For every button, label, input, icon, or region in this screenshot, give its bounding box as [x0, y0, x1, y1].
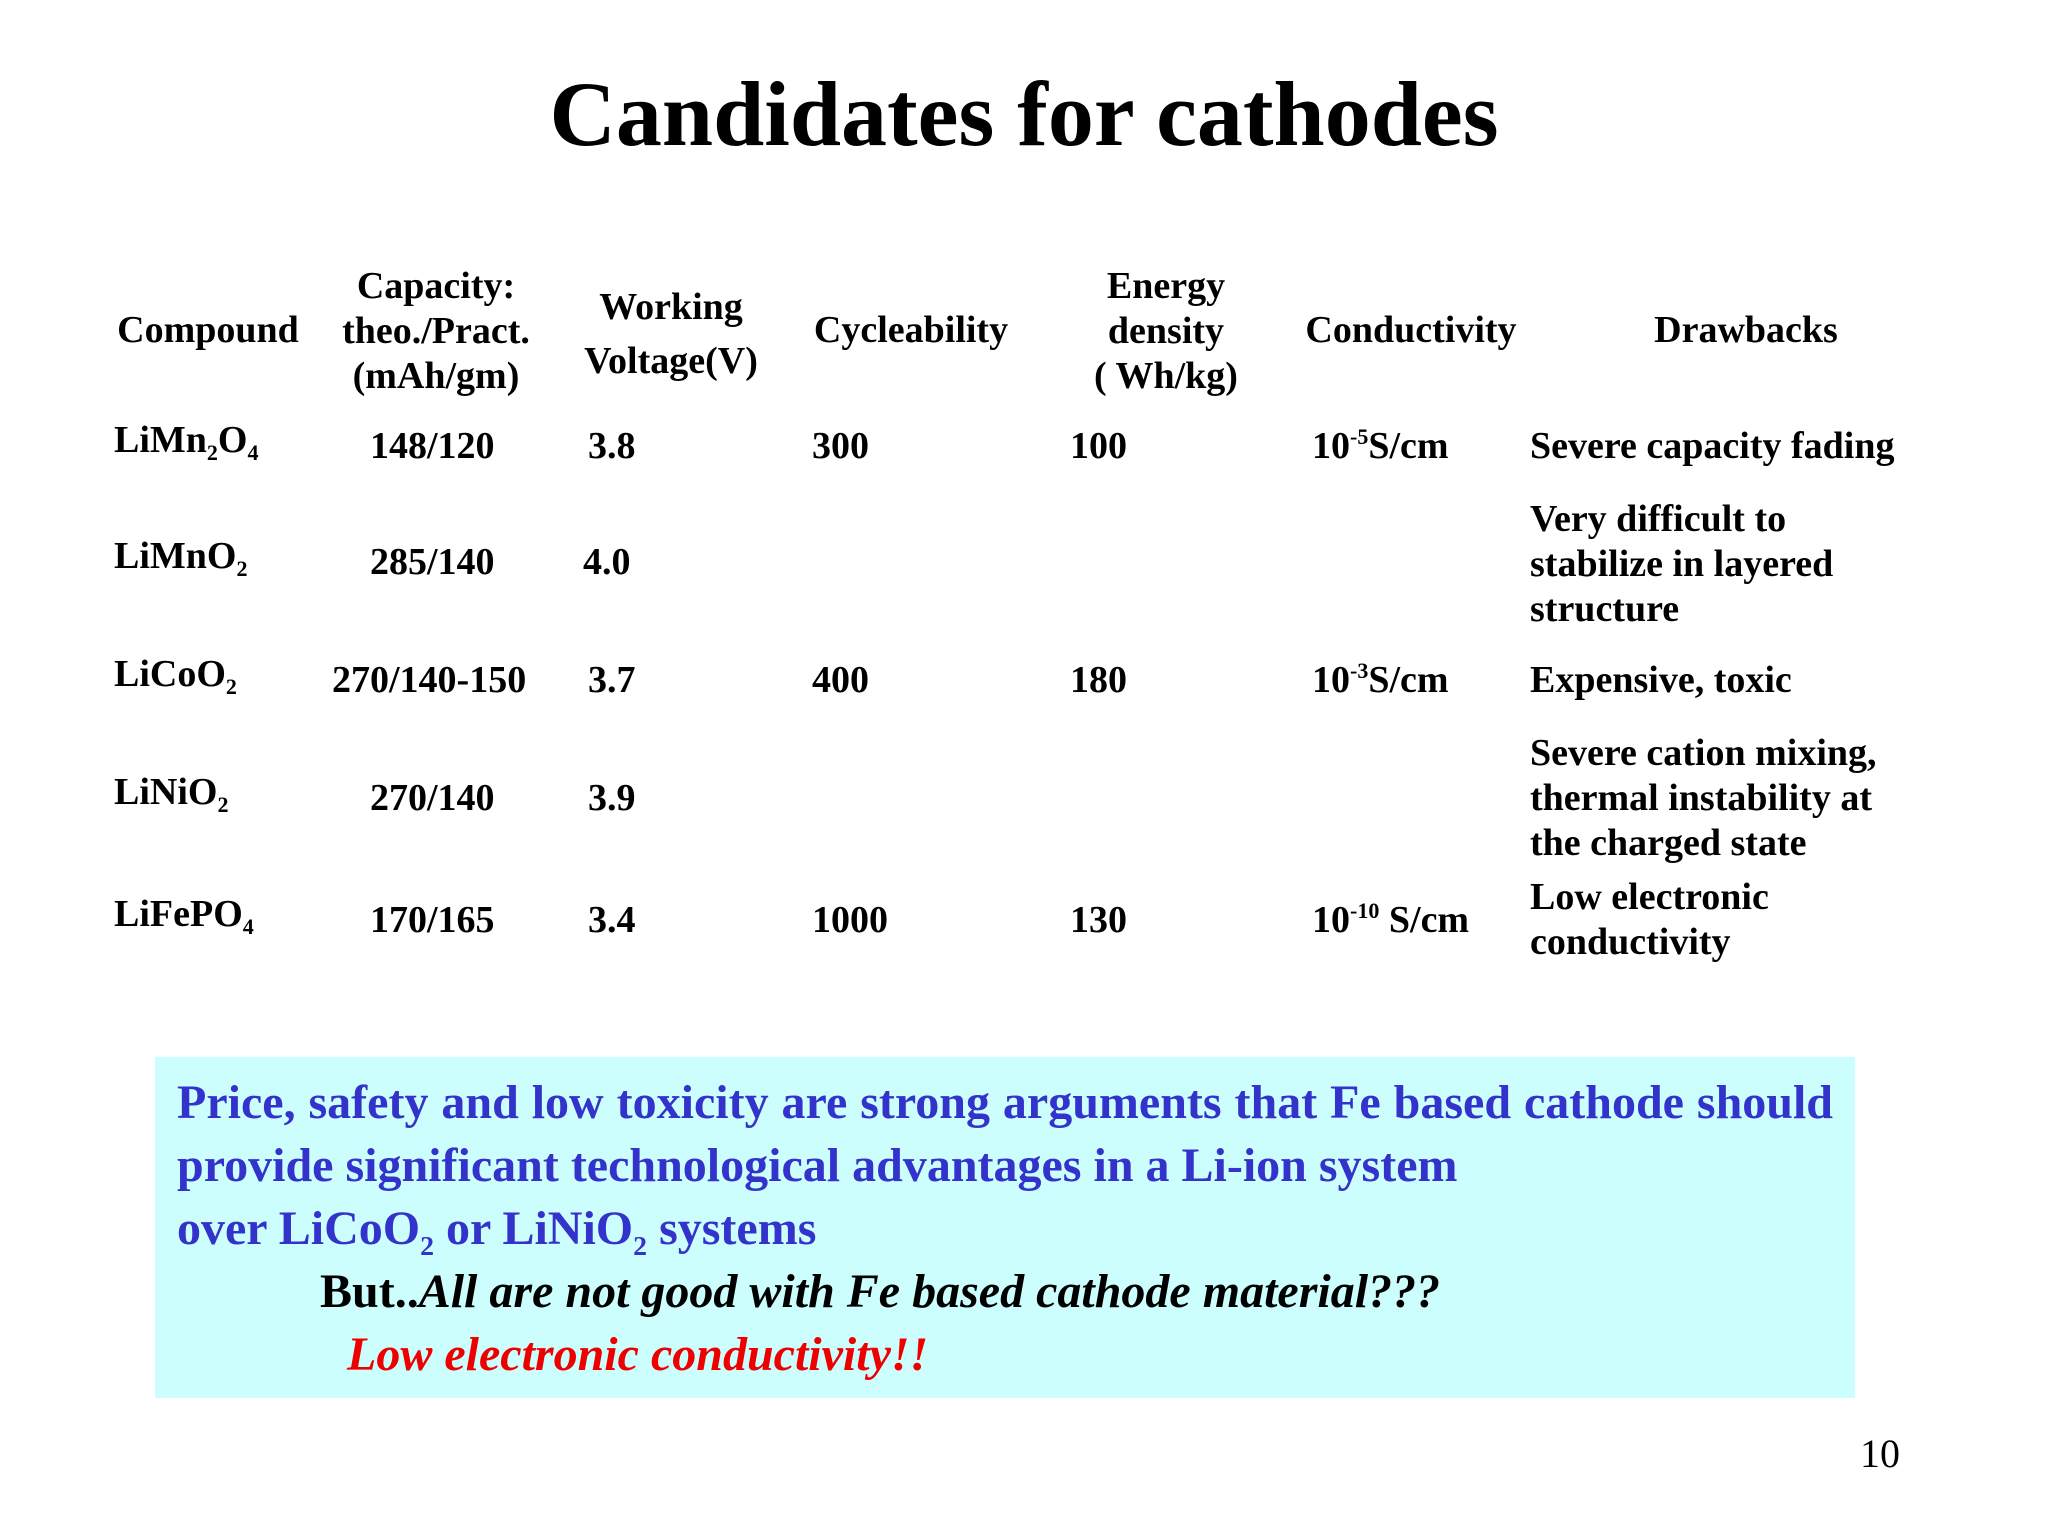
header-voltage: [566, 280, 776, 388]
row-4-drawbacks: [1530, 731, 1877, 866]
header-energy-line: density: [1107, 310, 1225, 352]
callout-question: [320, 1260, 1440, 1323]
row-5-drawbacks: [1530, 875, 1769, 965]
drawbacks-line: stabilize in layered: [1530, 543, 1834, 585]
conductivity-exponent: -5: [1350, 424, 1369, 450]
drawbacks-line: structure: [1530, 588, 1680, 630]
compound-subscript: 2: [217, 792, 229, 818]
header-voltage-line: Working: [599, 286, 743, 328]
row-5-cycleability: 1000: [812, 899, 888, 941]
row-3-energy: 180: [1070, 659, 1127, 701]
row-2-capacity: 285/140: [370, 541, 495, 583]
row-5-compound: [114, 892, 254, 941]
row-3-capacity: 270/140-150: [332, 659, 527, 701]
callout-but-label: But..: [320, 1265, 419, 1318]
conductivity-exponent: -10: [1350, 898, 1380, 924]
conductivity-base: 10: [1312, 425, 1350, 467]
callout-subscript: 2: [420, 1230, 435, 1262]
header-capacity-line: theo./Pract.: [342, 310, 530, 352]
row-2-compound: [114, 534, 247, 583]
drawbacks-line: thermal instability at: [1530, 777, 1872, 819]
compound-text: LiFePO: [114, 893, 243, 935]
row-5-voltage: 3.4: [588, 899, 636, 941]
row-1-compound: [114, 418, 259, 467]
row-1-drawbacks: [1530, 424, 1894, 469]
header-energy-line: ( Wh/kg): [1094, 355, 1238, 397]
callout-subscript: 2: [633, 1230, 648, 1262]
header-energy-line: Energy: [1106, 265, 1226, 307]
row-4-compound: [114, 770, 228, 819]
row-5-capacity: 170/165: [370, 899, 495, 941]
drawbacks-line: Very difficult to: [1530, 498, 1787, 540]
row-1-voltage: 3.8: [588, 425, 636, 467]
drawbacks-line: Low electronic: [1530, 876, 1769, 918]
row-2-drawbacks: [1530, 497, 1833, 632]
compound-subscript: 2: [206, 440, 218, 466]
drawbacks-line: Expensive, toxic: [1530, 659, 1792, 701]
conductivity-exponent: -3: [1350, 658, 1369, 684]
header-capacity-line: Capacity:: [356, 265, 516, 307]
compound-text: LiMnO: [114, 535, 237, 577]
slide-title: Candidates for cathodes: [549, 63, 1499, 165]
compound-text: O: [217, 419, 248, 461]
callout-box: [155, 1057, 1855, 1398]
compound-subscript: 4: [242, 914, 254, 940]
header-capacity-line: (mAh/gm): [352, 355, 520, 397]
row-1-capacity: 148/120: [370, 425, 495, 467]
conductivity-unit: S/cm: [1368, 425, 1449, 467]
drawbacks-line: conductivity: [1530, 921, 1731, 963]
row-1-cycleability: 300: [812, 425, 869, 467]
callout-text: or LiNiO: [434, 1202, 634, 1255]
drawbacks-line: Severe cation mixing,: [1530, 732, 1877, 774]
compound-text: LiMn: [114, 419, 207, 461]
conductivity-unit: S/cm: [1379, 899, 1470, 941]
conductivity-unit: S/cm: [1368, 659, 1449, 701]
row-3-conductivity: [1312, 658, 1449, 707]
compound-subscript: 2: [225, 674, 237, 700]
header-capacity: [316, 264, 556, 399]
compound-text: LiCoO: [114, 653, 226, 695]
conductivity-base: 10: [1312, 659, 1350, 701]
callout-text: over LiCoO: [177, 1202, 421, 1255]
header-compound: Compound: [117, 309, 299, 351]
compound-subscript: 4: [247, 440, 259, 466]
callout-paragraph-end: [177, 1197, 816, 1267]
row-5-energy: 130: [1070, 899, 1127, 941]
callout-emphasis: Low electronic conductivity!!: [347, 1328, 929, 1381]
compound-text: LiNiO: [114, 771, 218, 813]
row-3-cycleability: 400: [812, 659, 869, 701]
header-drawbacks: Drawbacks: [1654, 309, 1838, 351]
drawbacks-line: Severe capacity fading: [1530, 425, 1895, 467]
page-number: 10: [1860, 1431, 1900, 1476]
header-conductivity: Conductivity: [1305, 309, 1517, 351]
row-5-conductivity: [1312, 898, 1469, 947]
callout-text: systems: [647, 1202, 817, 1255]
callout-paragraph: Price, safety and low toxicity are strong arguments that Fe based cathode should provide significant technological advantages in a Li-ion system: [177, 1076, 1833, 1192]
row-3-voltage: 3.7: [588, 659, 636, 701]
row-4-capacity: 270/140: [370, 777, 495, 819]
header-voltage-line: Voltage(V): [584, 340, 758, 382]
row-4-voltage: 3.9: [588, 777, 636, 819]
row-3-compound: [114, 652, 237, 701]
header-cycleability: Cycleability: [813, 309, 1009, 351]
row-1-energy: 100: [1070, 425, 1127, 467]
callout-but-italic: All are not good with Fe based cathode material???: [418, 1265, 1441, 1318]
row-1-conductivity: [1312, 424, 1449, 473]
compound-subscript: 2: [236, 556, 248, 582]
conductivity-base: 10: [1312, 899, 1350, 941]
drawbacks-line: the charged state: [1530, 822, 1807, 864]
header-energy-density: [1066, 264, 1266, 399]
row-2-voltage: 4.0: [583, 541, 631, 583]
row-3-drawbacks: [1530, 658, 1792, 703]
